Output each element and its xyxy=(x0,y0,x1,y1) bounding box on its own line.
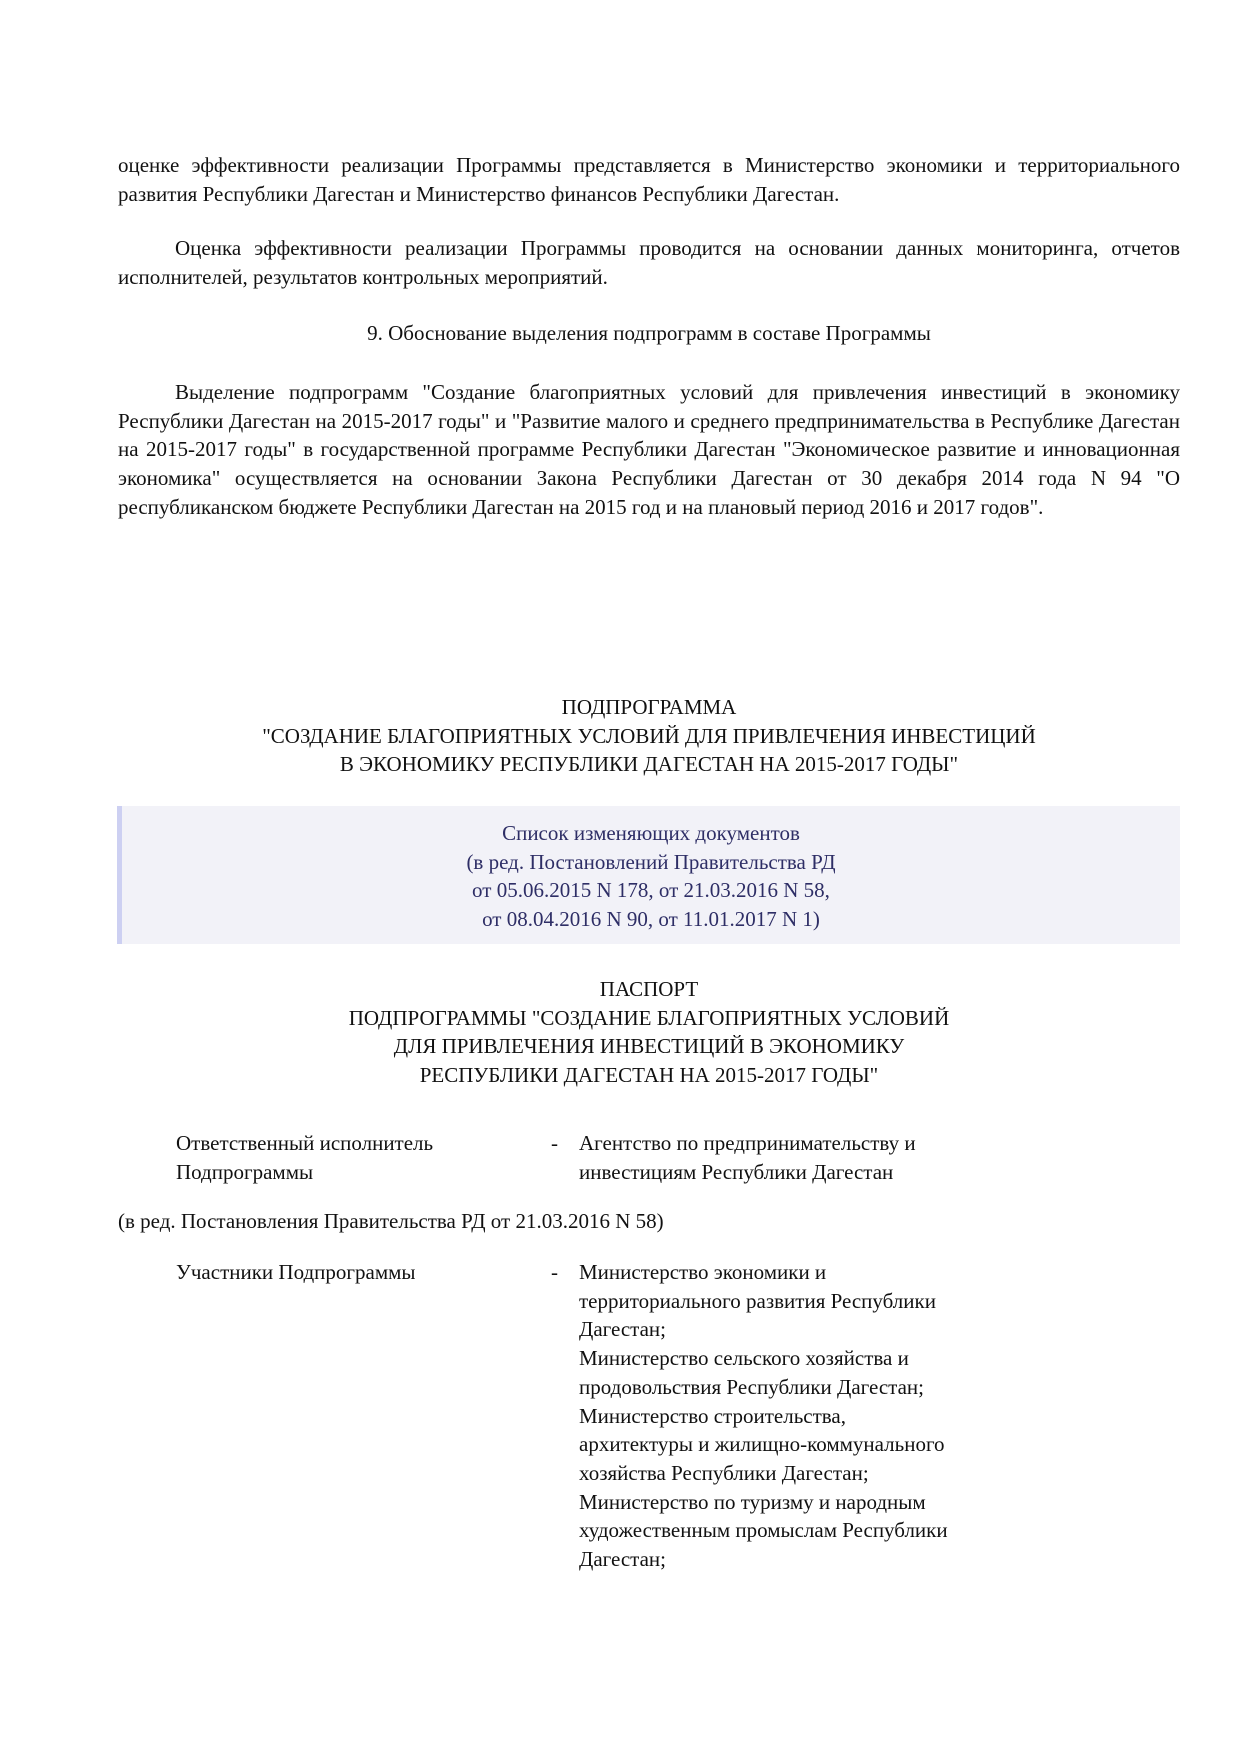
value-line: Министерство сельского хозяйства и xyxy=(579,1346,909,1371)
passport-title-line: ПАСПОРТ xyxy=(599,977,699,1001)
subprogram-title xyxy=(118,693,1180,779)
value-line: Министерство экономики и xyxy=(579,1260,827,1284)
value-line: территориального развития Республики xyxy=(579,1288,936,1313)
paragraph-evaluation-report: оценке эффективности реализации Программы представляется в Министерство экономики и территориального развития Республики Дагестан и Министерство финансов Республики Дагестан. xyxy=(118,153,1180,206)
value-line: инвестициям Республики Дагестан xyxy=(579,1159,894,1184)
value-line: Дагестан; xyxy=(579,1317,666,1342)
participants-label: Участники Подпрограммы xyxy=(176,1260,416,1284)
value-line: Министерство строительства, xyxy=(579,1403,846,1428)
dash-separator: - xyxy=(551,1131,558,1155)
amendments-note-line: (в ред. Постановлений Правительства РД xyxy=(466,849,836,874)
value-line: архитектуры и жилищно-коммунального xyxy=(579,1432,945,1457)
value-line: продовольствия Республики Дагестан; xyxy=(579,1374,925,1399)
amendments-note-box xyxy=(117,806,1180,944)
amendments-note-line: от 08.04.2016 N 90, от 11.01.2017 N 1) xyxy=(482,907,820,932)
paragraph-subprogram-justification: Выделение подпрограмм "Создание благоприятных условий для привлечения инвестиций в экономику Республики Дагестан на 2015-2017 годы" и "Развитие малого и среднего предпринимательства в Республике Дагестан на 2015-2017 годы" в государственной программе Республики Дагестан "Экономическое развитие и инновационная экономика" осуществляется на основании Закона Республики Дагестан от 30 декабря 2014 года N 94 "О республиканском бюджете Республики Дагестан на 2015 год и на плановый период 2016 и 2017 годов". xyxy=(118,380,1180,519)
subprogram-title-line: ПОДПРОГРАММА xyxy=(561,695,737,719)
value-line: Агентство по предпринимательству и xyxy=(579,1131,916,1155)
subprogram-title-line: В ЭКОНОМИКУ РЕСПУБЛИКИ ДАГЕСТАН НА 2015-2017 ГОДЫ" xyxy=(339,752,959,777)
section-9-heading: 9. Обоснование выделения подпрограмм в составе Программы xyxy=(367,321,931,345)
value-line: хозяйства Республики Дагестан; xyxy=(579,1460,869,1485)
participants-value xyxy=(579,1258,1039,1574)
passport-title xyxy=(118,975,1180,1090)
amendments-note-line: Список изменяющих документов xyxy=(502,821,800,845)
passport-title-line: РЕСПУБЛИКИ ДАГЕСТАН НА 2015-2017 ГОДЫ" xyxy=(419,1063,879,1088)
responsible-executor-label xyxy=(176,1129,516,1186)
responsible-executor-value xyxy=(579,1129,1039,1186)
value-line: Дагестан; xyxy=(579,1547,666,1572)
amendments-note-line: от 05.06.2015 N 178, от 21.03.2016 N 58, xyxy=(472,878,830,903)
dash-separator: - xyxy=(551,1260,558,1284)
passport-title-line: ПОДПРОГРАММЫ "СОЗДАНИЕ БЛАГОПРИЯТНЫХ УСЛОВИЙ xyxy=(348,1005,950,1030)
subprogram-title-line: "СОЗДАНИЕ БЛАГОПРИЯТНЫХ УСЛОВИЙ ДЛЯ ПРИВЛЕЧЕНИЯ ИНВЕСТИЦИЙ xyxy=(262,723,1036,748)
label-line: Ответственный исполнитель xyxy=(176,1131,434,1155)
paragraph-evaluation-basis: Оценка эффективности реализации Программы проводится на основании данных мониторинга, отчетов исполнителей, результатов контрольных мероприятий. xyxy=(118,236,1180,289)
responsible-amendment-note: (в ред. Постановления Правительства РД от 21.03.2016 N 58) xyxy=(118,1209,664,1233)
label-line: Подпрограммы xyxy=(176,1159,314,1184)
value-line: Министерство по туризму и народным xyxy=(579,1489,926,1514)
passport-title-line: ДЛЯ ПРИВЛЕЧЕНИЯ ИНВЕСТИЦИЙ В ЭКОНОМИКУ xyxy=(393,1034,905,1059)
value-line: художественным промыслам Республики xyxy=(579,1518,948,1543)
